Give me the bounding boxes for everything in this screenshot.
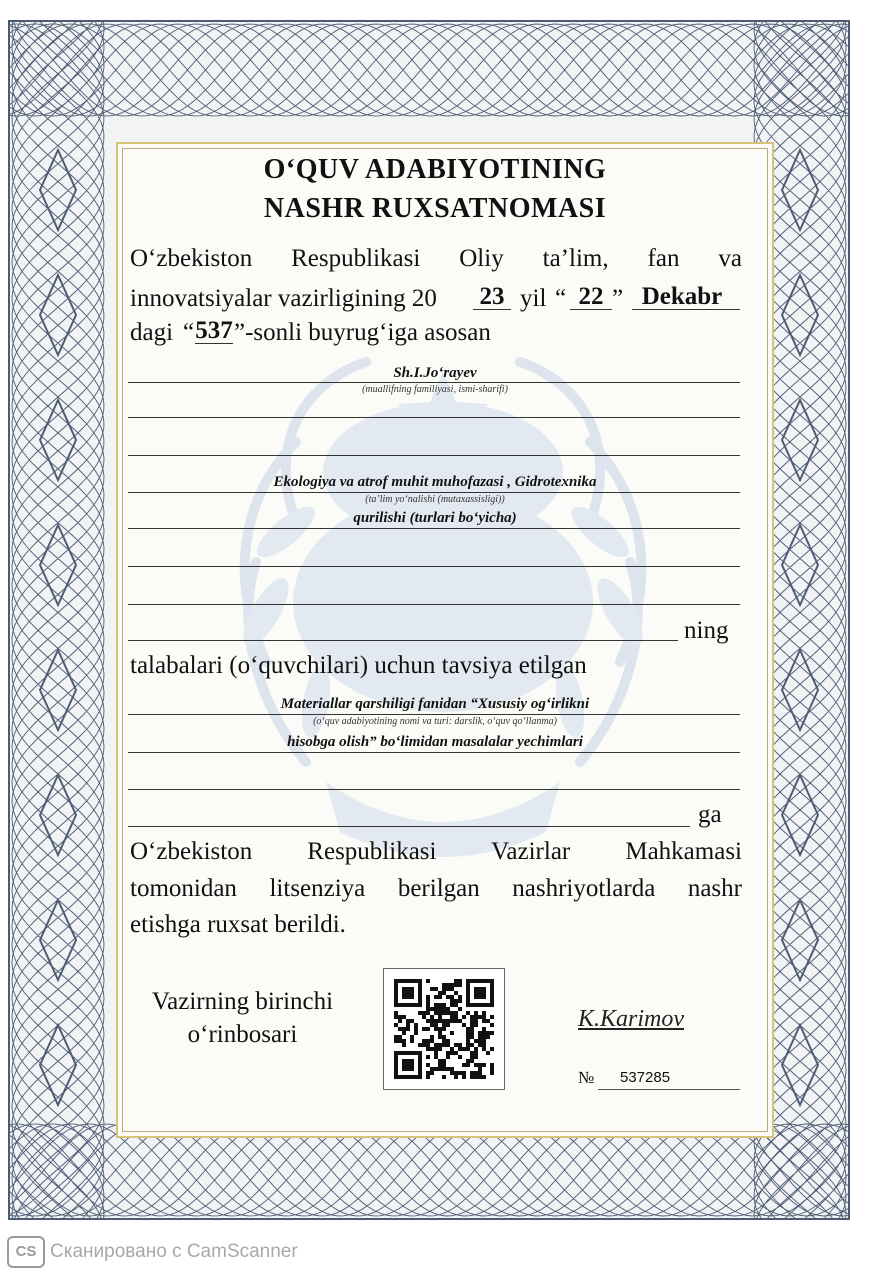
book-caption: (o‘quv adabiyotining nomi va turi: darslik, o‘quv qo‘llanma) [313, 716, 557, 727]
blank-line-4 [128, 604, 740, 605]
dagi-word: dagi [130, 319, 174, 346]
order-suffix: ”-sonli buyrug‘iga asosan [234, 319, 491, 346]
day-open-quote: “ [555, 285, 567, 312]
certificate-number: 537285 [620, 1069, 671, 1086]
book-line-1: Materiallar qarshiligi fanidan “Xususiy og‘irlikni [280, 696, 590, 712]
qr-code-pattern [384, 969, 504, 1089]
ga-line [128, 826, 690, 827]
camscanner-text: Сканировано с CamScanner [50, 1241, 298, 1262]
specialty-rule-1 [128, 492, 740, 493]
blank-line-1 [128, 417, 740, 418]
signer-title-line-2: o‘rinbosari [187, 1021, 298, 1048]
recommended-line: talabalari (o‘quvchilari) uchun tavsiya etilgan [130, 652, 587, 679]
para2-line-3: etishga ruxsat berildi. [130, 911, 346, 938]
para2-line-1: O‘zbekiston Respublikasi Vazirlar Mahkamasi [130, 838, 742, 865]
specialty-caption: (ta’lim yo‘nalishi (mutaxassisligi)) [365, 494, 505, 505]
day-value: 22 [578, 283, 604, 310]
signer-title-line-1: Vazirning birinchi [151, 988, 334, 1015]
signature: K.Karimov [578, 1006, 685, 1032]
order-open-quote: “ [183, 319, 195, 346]
title-line-2: NASHR RUXSATNOMASI [263, 193, 607, 224]
para1-line-2-prefix: innovatsiyalar vazirligining 20 [130, 285, 437, 312]
number-underline [598, 1089, 740, 1090]
blank-line-5 [128, 789, 740, 790]
specialty-rule-2 [128, 528, 740, 529]
blank-line-2 [128, 455, 740, 456]
specialty-line-1: Ekologiya va atrof muhit muhofazasi , Gidrotexnika [273, 474, 597, 490]
book-rule-1 [128, 714, 740, 715]
qr-modules [394, 979, 494, 1079]
scanner-footer [0, 1226, 870, 1280]
book-line-2: hisobga olish” bo‘limidan masalalar yechimlari [287, 734, 583, 750]
ning-line [128, 640, 678, 641]
ga-word: ga [698, 801, 722, 828]
number-label: № [578, 1068, 595, 1087]
book-rule-2 [128, 752, 740, 753]
author-name: Sh.I.Jo‘rayev [393, 365, 477, 381]
ning-word: ning [684, 617, 729, 644]
blank-line-3 [128, 566, 740, 567]
para1-line-1: O‘zbekiston Respublikasi Oliy ta’lim, fan va [130, 245, 742, 272]
title-line-1: O‘QUV ADABIYOTINING [263, 154, 607, 185]
year-value: 23 [479, 283, 505, 310]
qr-code [383, 968, 505, 1090]
author-caption: (muallifning familiyasi, ismi-sharifi) [362, 384, 508, 395]
para2-line-2: tomonidan litsenziya berilgan nashriyotlarda nashr [130, 875, 742, 902]
specialty-line-2: qurilishi (turlari bo‘yicha) [353, 510, 517, 526]
order-number: 537 [195, 317, 233, 344]
month-value: Dekabr [641, 283, 723, 310]
day-close-quote: ” [612, 285, 624, 312]
author-line [128, 382, 740, 383]
yil-word: yil [520, 285, 547, 312]
camscanner-logo: CS [7, 1236, 45, 1268]
